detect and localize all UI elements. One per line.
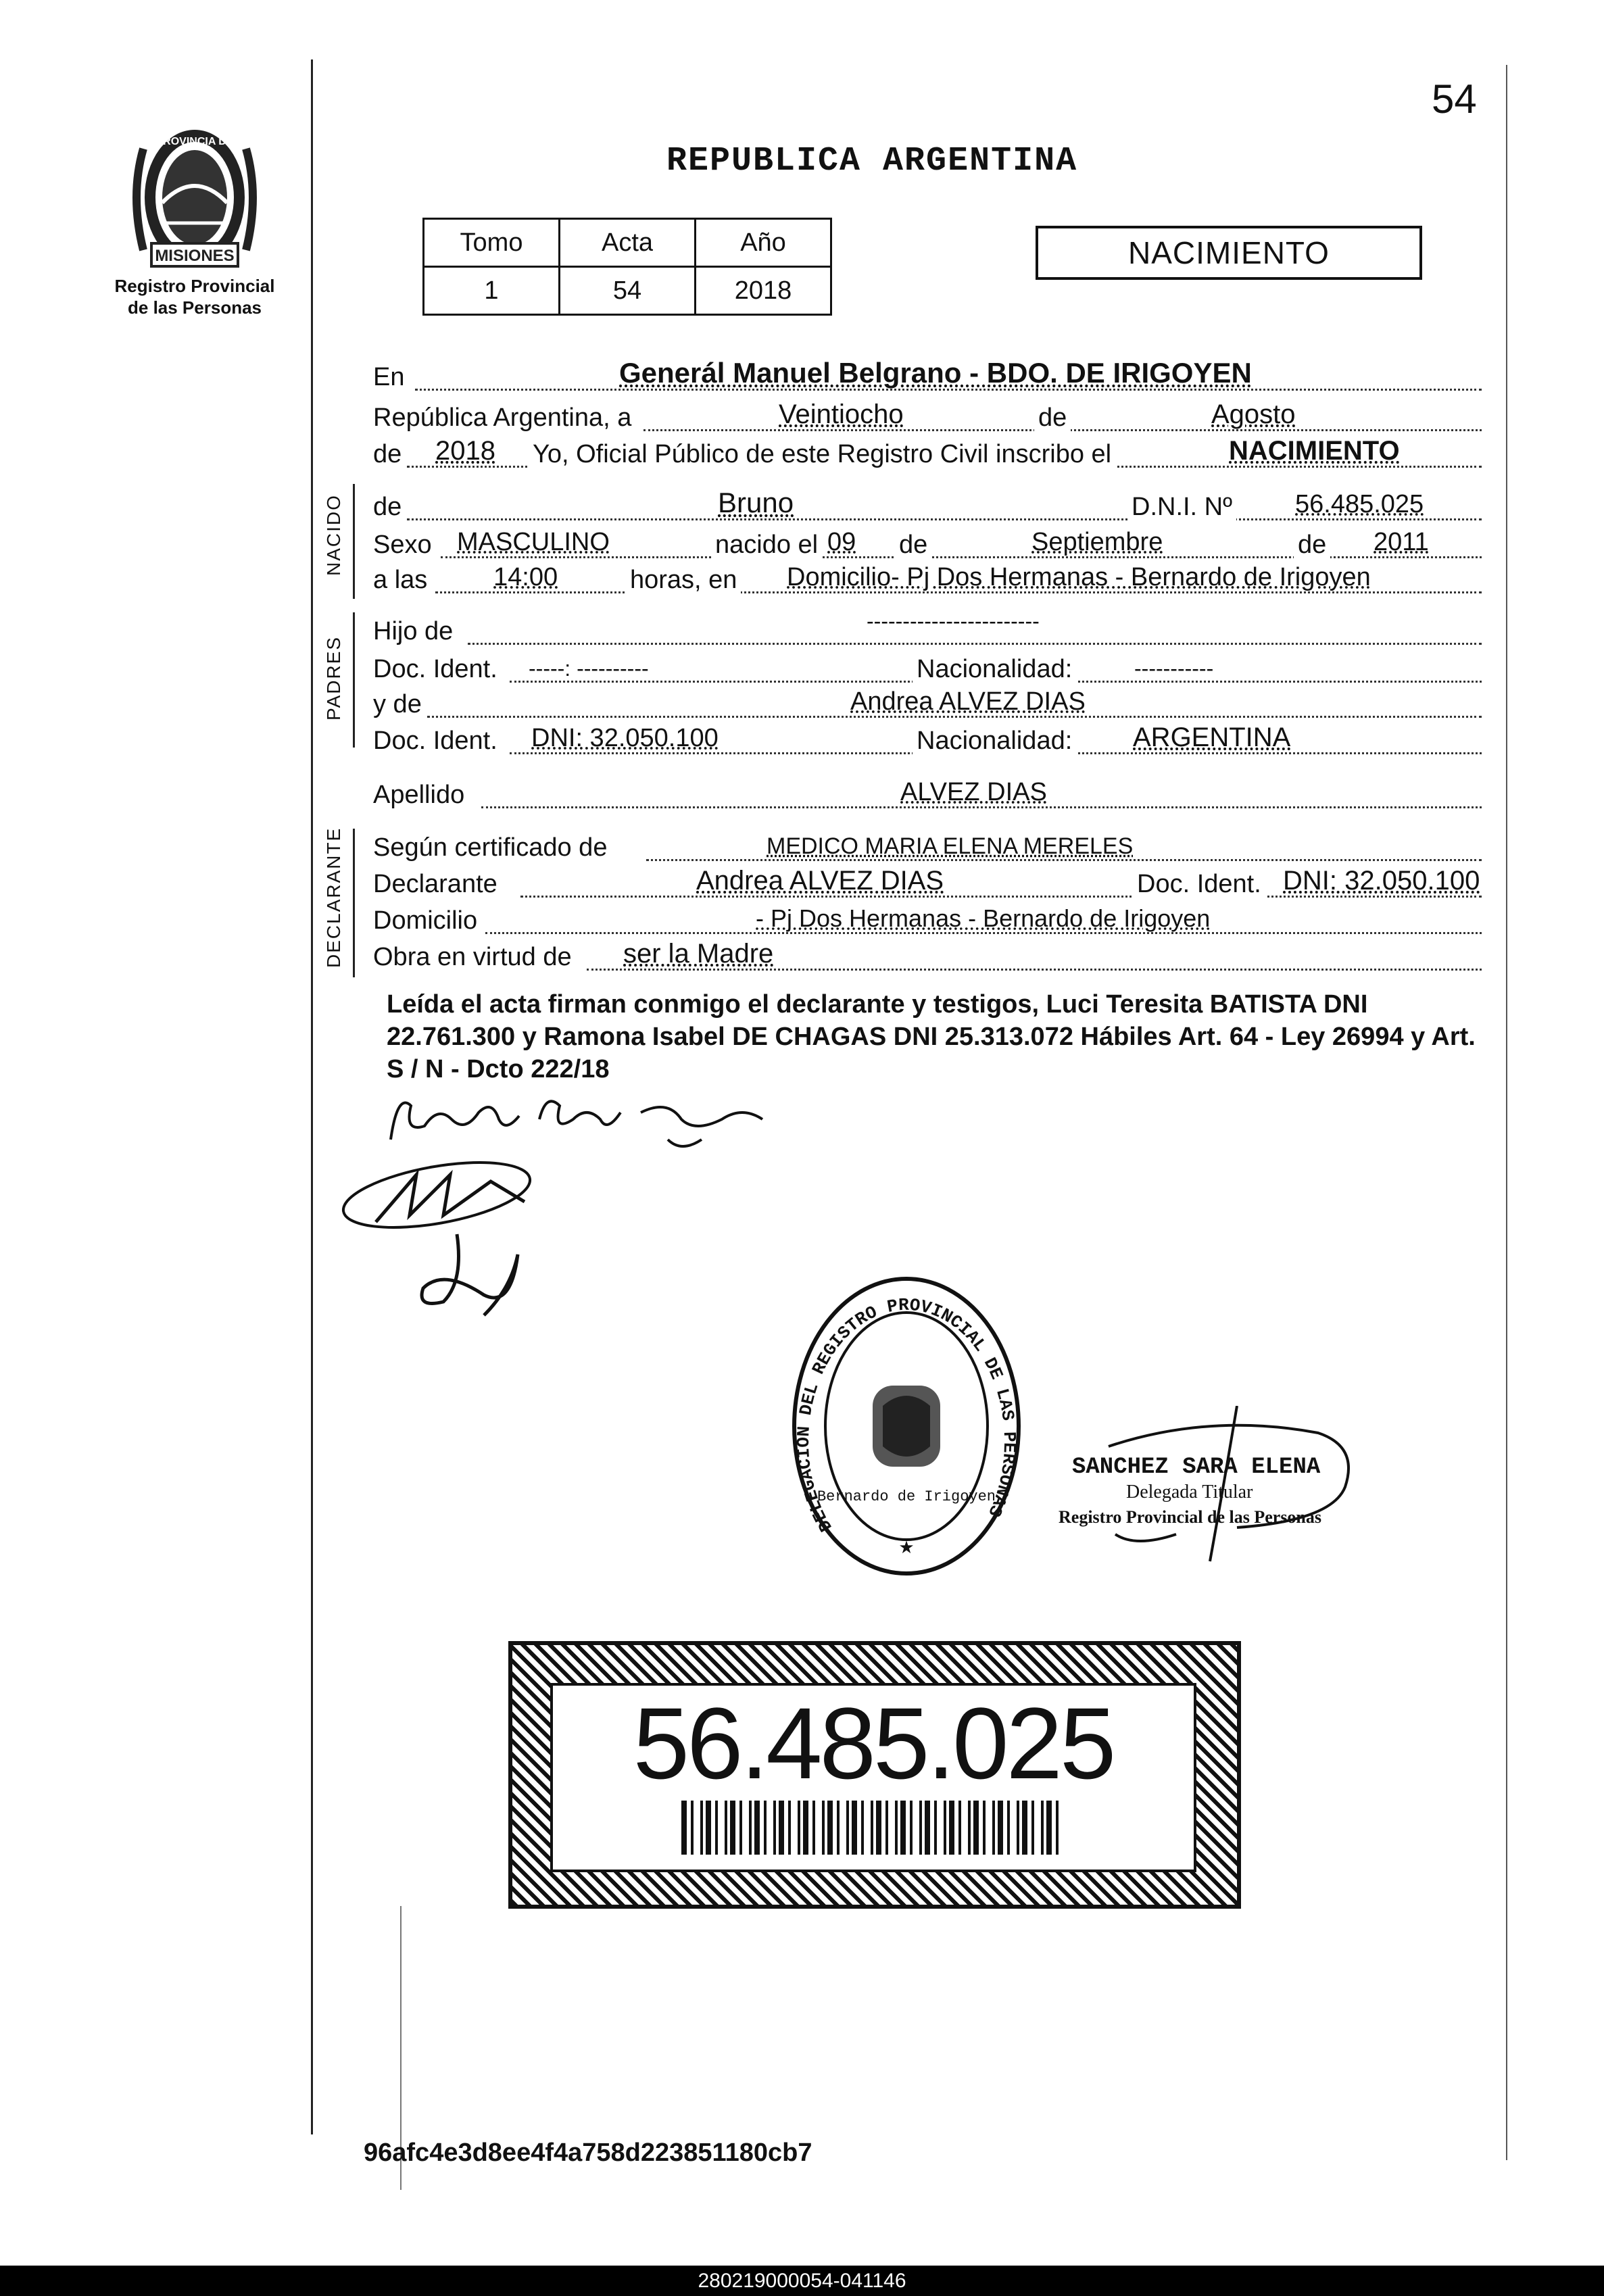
cert-value: MEDICO MARIA ELENA MERELES [767,833,1134,859]
month-value: Agosto [1211,399,1296,429]
apellido-label: Apellido [373,781,465,809]
officer-office: Registro Provincial de las Personas [1059,1507,1322,1527]
cert-label: Según certificado de [373,833,608,862]
row-certificado [373,829,1482,866]
name-label: de [373,493,402,521]
name-value: Bruno [718,487,794,518]
logo-caption-line2: de las Personas [128,297,262,318]
declarante-value: Andrea ALVEZ DIAS [696,866,944,896]
de-label: de [1034,404,1071,433]
svg-text:MISIONES: MISIONES [155,247,235,265]
closing-paragraph: Leída el acta firman conmigo el declarante y testigos, Luci Teresita BATISTA DNI 22.761.300 y Ramona Isabel DE CHAGAS DNI 25.313.072 Hábiles Art. 64 - Ley 26994 y Art. S / N - Dcto 222/18 [387,990,1476,1083]
official-registry-stamp [788,1271,1025,1582]
sexo-value: MASCULINO [457,528,610,556]
row-en [373,358,1482,396]
value-acta: 54 [560,267,696,315]
page-number: 54 [1432,76,1477,122]
doc1-label: Doc. Ident. [373,655,497,683]
horas-label: horas, en [626,566,741,595]
hijo-value: ------------------------ [867,609,1040,633]
row-domicilio [373,902,1482,939]
doc1-value: -----: ---------- [529,656,649,681]
row-doc2 [373,722,1482,760]
barcode-inner-panel [550,1683,1196,1872]
document-title: REPUBLICA ARGENTINA [666,142,1078,180]
declarante-divider [353,829,355,977]
doc2-label: Doc. Ident. [373,727,497,755]
record-type-box: NACIMIENTO [1036,226,1422,280]
doc2-value: DNI: 32.050.100 [531,724,719,752]
officer-name: SANCHEZ SARA ELENA [1072,1455,1321,1480]
en-value: Generál Manuel Belgrano - BDO. DE IRIGOYEN [619,357,1252,389]
value-ano: 2018 [696,267,831,315]
domicilio-label: Domicilio [373,906,478,935]
birth-de2: de [1294,531,1330,560]
en-label: En [373,363,405,391]
barcode-bars [681,1801,1060,1855]
yde-label: y de [373,690,422,718]
row-time-place [373,561,1482,599]
row-doc1 [373,650,1482,688]
nacido-label: nacido el [711,531,822,560]
decl-doc-value: DNI: 32.050.100 [1283,866,1480,896]
header-acta: Acta [560,219,696,267]
birth-de1: de [895,531,931,560]
dni-value: 56.485.025 [1295,490,1424,518]
value-tomo: 1 [424,267,560,315]
side-label-nacido: NACIDO [323,494,344,576]
declarante-label: Declarante [373,870,497,898]
year-value: 2018 [435,436,495,466]
officer-role: Delegada Titular [1126,1482,1253,1503]
svg-text:★: ★ [898,1537,915,1557]
barcode-number: 56.485.025 [633,1686,1114,1800]
header-ano: Año [696,219,831,267]
republica-label: República Argentina, a [373,404,632,432]
year-prefix: de [373,440,402,468]
row-name [373,488,1482,526]
row-mother [373,685,1482,723]
svg-text:Bernardo de Irigoyen: Bernardo de Irigoyen [817,1488,996,1505]
birth-day: 09 [827,528,856,556]
obra-label: Obra en virtud de [373,943,572,971]
mother-value: Andrea ALVEZ DIAS [850,687,1086,716]
decl-doc-label: Doc. Ident. [1133,870,1265,899]
svg-text:PROVINCIA DE: PROVINCIA DE [155,136,234,147]
svg-text:DELEGACION DEL REGISTRO PROVIN: DELEGACION DEL REGISTRO PROVINCIAL DE LAS PERSONAS [793,1294,1020,1536]
logo-caption-line1: Registro Provincial [114,276,275,296]
row-obra [373,938,1482,976]
day-value: Veintiocho [779,399,904,429]
row-sexo [373,526,1482,564]
nac1-value: ----------- [1134,656,1214,681]
barcode-label [508,1641,1241,1909]
sexo-label: Sexo [373,531,432,559]
row-republica [373,399,1482,437]
apellido-value: ALVEZ DIAS [900,778,1047,806]
row-hijo [373,609,1482,650]
a-las-label: a las [373,566,428,594]
dni-label: D.N.I. Nº [1127,493,1236,522]
right-margin-rule [1506,65,1507,2160]
footer-id-bar: 280219000054-041146 [0,2266,1604,2296]
row-declarante [373,865,1482,903]
acta-reference-table [422,218,832,316]
domicilio-value: - Pj Dos Hermanas - Bernardo de Irigoyen [756,904,1211,932]
inscribo-value: NACIMIENTO [1229,436,1400,466]
side-label-padres: PADRES [323,635,344,720]
left-margin-rule [311,59,313,2134]
side-label-declarante: DECLARANTE [323,827,344,968]
row-apellido [373,776,1482,814]
nac1-label: Nacionalidad: [913,655,1076,684]
document-hash: 96afc4e3d8ee4f4a758d223851180cb7 [364,2139,812,2167]
declarant-signature [384,1079,789,1167]
nac2-label: Nacionalidad: [913,727,1076,756]
witness-signature-2 [403,1227,538,1322]
dotted-line [468,643,1482,645]
hijo-label: Hijo de [373,617,454,645]
nacido-divider [353,484,355,599]
nac2-value: ARGENTINA [1133,723,1291,752]
header-tomo: Tomo [424,219,560,267]
yo-text: Yo, Oficial Público de este Registro Civil inscribo el [529,440,1115,469]
provincial-seal-logo [123,122,266,277]
time-value: 14:00 [493,563,558,591]
birth-month: Septiembre [1031,528,1163,556]
row-year [373,435,1482,473]
birth-year: 2011 [1374,528,1429,556]
padres-divider [353,612,355,748]
place-value: Domicilio- Pj Dos Hermanas - Bernardo de Irigoyen [787,563,1371,591]
obra-value: ser la Madre [623,939,774,969]
